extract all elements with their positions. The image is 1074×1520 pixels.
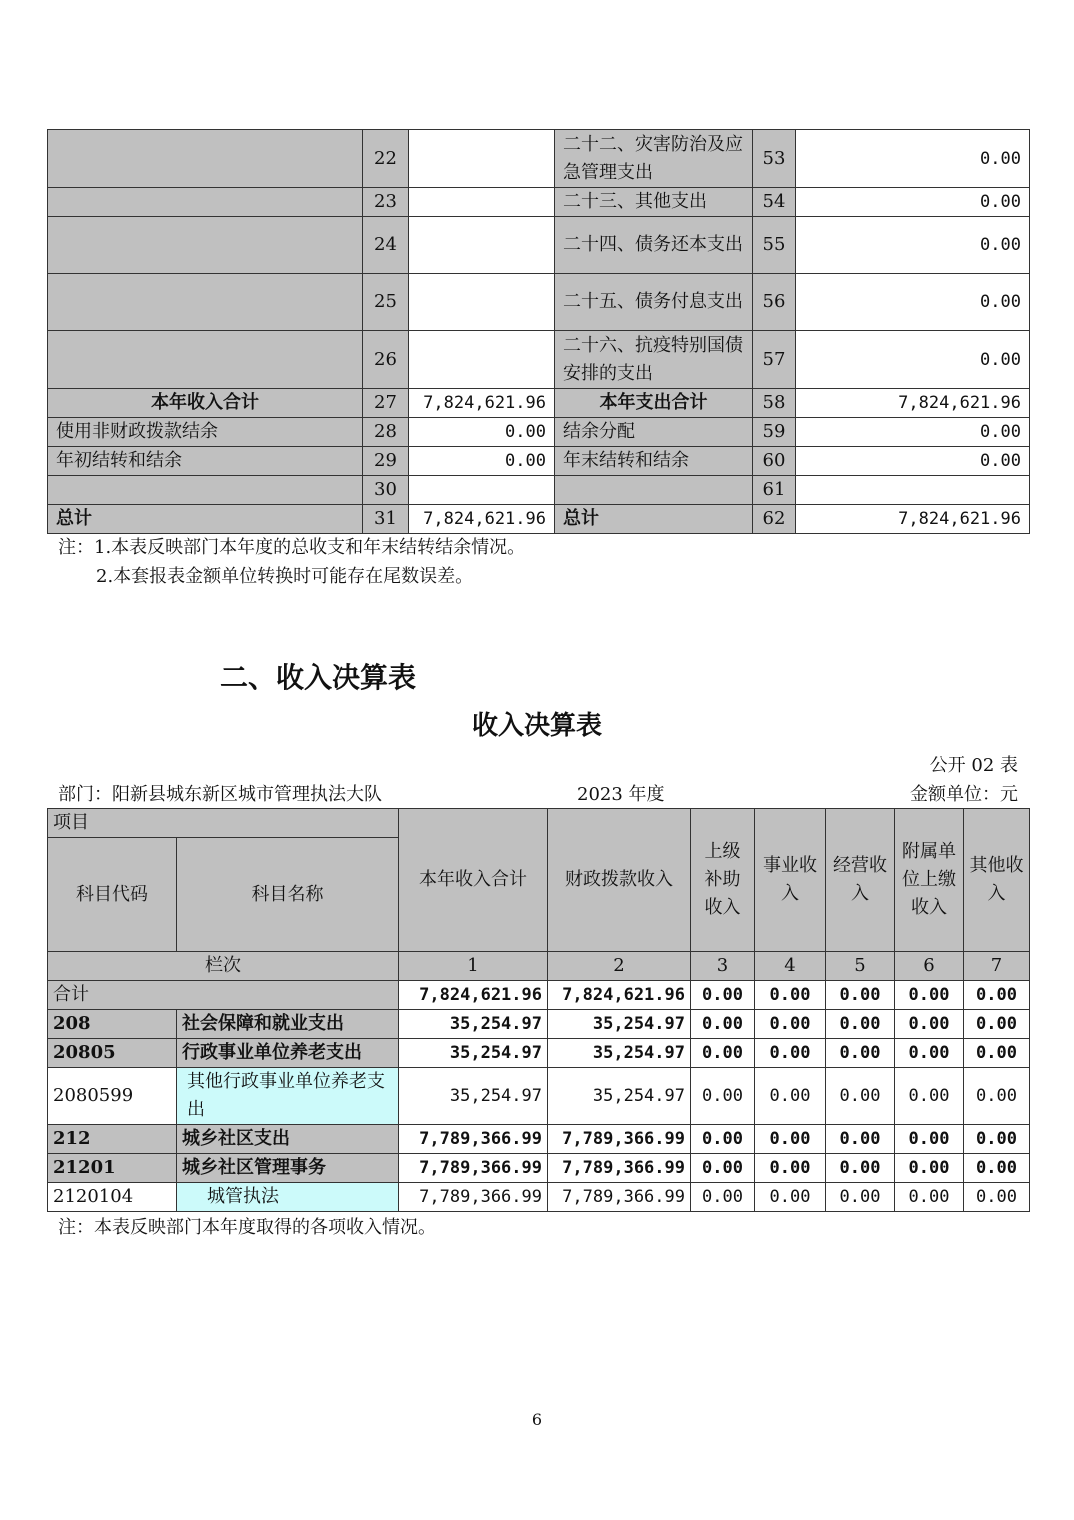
expense-row-no: 62 [753,505,796,534]
amount-cell: 0.00 [755,1010,826,1039]
amount-cell: 0.00 [691,1010,755,1039]
expense-row-no: 59 [753,418,796,447]
income-expenditure-summary-table [47,129,1030,534]
amount-cell: 0.00 [691,1154,755,1183]
income-label-cell: 使用非财政拨款结余 [48,418,363,447]
amount-cell: 0.00 [826,1183,895,1212]
amount-cell: 35,254.97 [399,1068,548,1125]
income-row-no: 28 [363,418,409,447]
income-label-cell [48,217,363,274]
expense-label-cell: 结余分配 [555,418,753,447]
subject-name-header: 科目名称 [177,838,399,952]
expense-label-cell: 二十三、其他支出 [555,188,753,217]
amount-cell: 0.00 [964,1039,1030,1068]
table-row [48,418,1030,447]
expense-label-cell: 二十五、债务付息支出 [555,274,753,331]
table-row [48,389,1030,418]
income-row-no: 30 [363,476,409,505]
amount-cell: 0.00 [826,1039,895,1068]
income-row-no: 31 [363,505,409,534]
amount-cell: 0.00 [826,1154,895,1183]
amount-cell: 0.00 [755,1154,826,1183]
income-amount [409,476,555,505]
expense-row-no: 53 [753,130,796,188]
expense-amount: 0.00 [796,418,1030,447]
amount-cell: 0.00 [691,1183,755,1212]
amount-cell: 7,789,366.99 [548,1125,691,1154]
expense-amount [796,476,1030,505]
income-row-no: 26 [363,331,409,389]
income-label-cell [48,331,363,389]
project-header: 项目 [48,809,399,838]
department-label: 部门：阳新县城东新区城市管理执法大队 [58,784,382,805]
income-total-label: 本年收入合计 [48,389,363,418]
expense-label-cell: 二十二、灾害防治及应急管理支出 [555,130,753,188]
expense-amount: 7,824,621.96 [796,505,1030,534]
expense-row-no: 58 [753,389,796,418]
column-label: 栏次 [48,952,399,981]
expense-amount: 0.00 [796,130,1030,188]
amount-cell: 0.00 [895,1154,964,1183]
subject-code-header: 科目代码 [48,838,177,952]
expense-label-cell: 二十六、抗疫特别国债安排的支出 [555,331,753,389]
expense-amount: 0.00 [796,447,1030,476]
column-number: 4 [755,952,826,981]
amount-cell: 0.00 [826,981,895,1010]
expense-row-no: 57 [753,331,796,389]
header-row [48,809,1030,838]
table-note: 注：本表反映部门本年度取得的各项收入情况。 [58,1217,436,1238]
total-income-header: 本年收入合计 [399,809,548,952]
expense-row-no: 54 [753,188,796,217]
table-row [48,476,1030,505]
amount-cell: 0.00 [895,1039,964,1068]
operating-income-header: 经营收入 [826,809,895,952]
subject-code: 2120104 [48,1183,177,1212]
affiliated-unit-header: 附属单位上缴收入 [895,809,964,952]
subject-name: 城管执法 [177,1183,399,1212]
amount-cell: 7,789,366.99 [548,1154,691,1183]
amount-cell: 0.00 [755,981,826,1010]
amount-cell: 7,789,366.99 [399,1154,548,1183]
amount-cell: 0.00 [964,1154,1030,1183]
table-row [48,447,1030,476]
amount-cell: 35,254.97 [548,1068,691,1125]
income-label-cell [48,274,363,331]
column-number: 3 [691,952,755,981]
income-amount: 0.00 [409,418,555,447]
income-label-cell [48,476,363,505]
subject-name: 社会保障和就业支出 [177,1010,399,1039]
expense-label-cell: 年末结转和结余 [555,447,753,476]
grand-total-label: 总计 [48,505,363,534]
table-row [48,188,1030,217]
amount-cell: 35,254.97 [548,1039,691,1068]
income-row-no: 29 [363,447,409,476]
expense-label-cell: 二十四、债务还本支出 [555,217,753,274]
income-amount: 0.00 [409,447,555,476]
amount-cell: 0.00 [755,1068,826,1125]
table-note: 2.本套报表金额单位转换时可能存在尾数误差。 [96,566,474,587]
amount-cell: 0.00 [755,1039,826,1068]
amount-cell: 0.00 [691,1125,755,1154]
amount-cell: 0.00 [964,1068,1030,1125]
table-row [48,274,1030,331]
sum-row [48,981,1030,1010]
subject-code: 20805 [48,1039,177,1068]
amount-cell: 35,254.97 [548,1010,691,1039]
column-number: 5 [826,952,895,981]
expense-row-no: 56 [753,274,796,331]
table-row [48,1183,1030,1212]
income-row-no: 27 [363,389,409,418]
fiscal-year: 2023 年度 [577,784,665,805]
expense-row-no: 55 [753,217,796,274]
expense-amount: 7,824,621.96 [796,389,1030,418]
table-row [48,1039,1030,1068]
subject-code: 208 [48,1010,177,1039]
subject-code: 2080599 [48,1068,177,1125]
amount-cell: 0.00 [826,1010,895,1039]
subject-name: 其他行政事业单位养老支出 [177,1068,399,1125]
income-amount [409,130,555,188]
income-row-no: 24 [363,217,409,274]
table-row [48,331,1030,389]
amount-cell: 0.00 [895,981,964,1010]
business-income-header: 事业收入 [755,809,826,952]
section-title: 二、收入决算表 [220,661,417,694]
column-number: 7 [964,952,1030,981]
expense-amount: 0.00 [796,188,1030,217]
amount-cell: 7,824,621.96 [399,981,548,1010]
subject-name: 行政事业单位养老支出 [177,1039,399,1068]
amount-cell: 0.00 [964,1010,1030,1039]
amount-cell: 0.00 [964,1183,1030,1212]
amount-cell: 35,254.97 [399,1010,548,1039]
income-row-no: 23 [363,188,409,217]
amount-cell: 0.00 [895,1010,964,1039]
table-row [48,1068,1030,1125]
income-amount: 7,824,621.96 [409,389,555,418]
amount-cell: 0.00 [826,1068,895,1125]
table-row [48,1154,1030,1183]
table-row [48,1010,1030,1039]
table-row [48,130,1030,188]
expense-row-no: 61 [753,476,796,505]
column-number-row [48,952,1030,981]
column-number: 2 [548,952,691,981]
amount-cell: 0.00 [755,1125,826,1154]
income-amount [409,331,555,389]
table-row [48,1125,1030,1154]
fiscal-appropriation-header: 财政拨款收入 [548,809,691,952]
expense-amount: 0.00 [796,274,1030,331]
income-amount: 7,824,621.96 [409,505,555,534]
expense-label-cell [555,476,753,505]
amount-unit: 金额单位：元 [910,784,1018,805]
page-number: 6 [531,1410,543,1429]
amount-cell: 0.00 [691,1068,755,1125]
other-income-header: 其他收入 [964,809,1030,952]
income-final-accounts-table [47,808,1030,1212]
column-number: 1 [399,952,548,981]
subject-code: 21201 [48,1154,177,1183]
income-row-no: 22 [363,130,409,188]
grand-total-label: 总计 [555,505,753,534]
amount-cell: 0.00 [895,1125,964,1154]
superior-subsidy-header: 上级补助收入 [691,809,755,952]
form-number: 公开 02 表 [929,755,1018,776]
income-amount [409,274,555,331]
expense-amount: 0.00 [796,217,1030,274]
amount-cell: 7,789,366.99 [399,1183,548,1212]
table-row [48,217,1030,274]
amount-cell: 0.00 [691,981,755,1010]
table-note: 注：1.本表反映部门本年度的总收支和年末结转结余情况。 [58,537,526,558]
income-row-no: 25 [363,274,409,331]
amount-cell: 0.00 [826,1125,895,1154]
sum-label: 合计 [48,981,399,1010]
table-title: 收入决算表 [471,711,602,741]
table-row [48,505,1030,534]
amount-cell: 7,789,366.99 [548,1183,691,1212]
subject-code: 212 [48,1125,177,1154]
subject-name: 城乡社区支出 [177,1125,399,1154]
income-amount [409,188,555,217]
amount-cell: 7,824,621.96 [548,981,691,1010]
amount-cell: 0.00 [964,1125,1030,1154]
amount-cell: 0.00 [755,1183,826,1212]
amount-cell: 0.00 [691,1039,755,1068]
income-label-cell: 年初结转和结余 [48,447,363,476]
income-amount [409,217,555,274]
expense-total-label: 本年支出合计 [555,389,753,418]
subject-name: 城乡社区管理事务 [177,1154,399,1183]
amount-cell: 0.00 [895,1068,964,1125]
expense-amount: 0.00 [796,331,1030,389]
income-label-cell [48,130,363,188]
amount-cell: 0.00 [895,1183,964,1212]
expense-row-no: 60 [753,447,796,476]
column-number: 6 [895,952,964,981]
income-label-cell [48,188,363,217]
amount-cell: 35,254.97 [399,1039,548,1068]
amount-cell: 7,789,366.99 [399,1125,548,1154]
amount-cell: 0.00 [964,981,1030,1010]
